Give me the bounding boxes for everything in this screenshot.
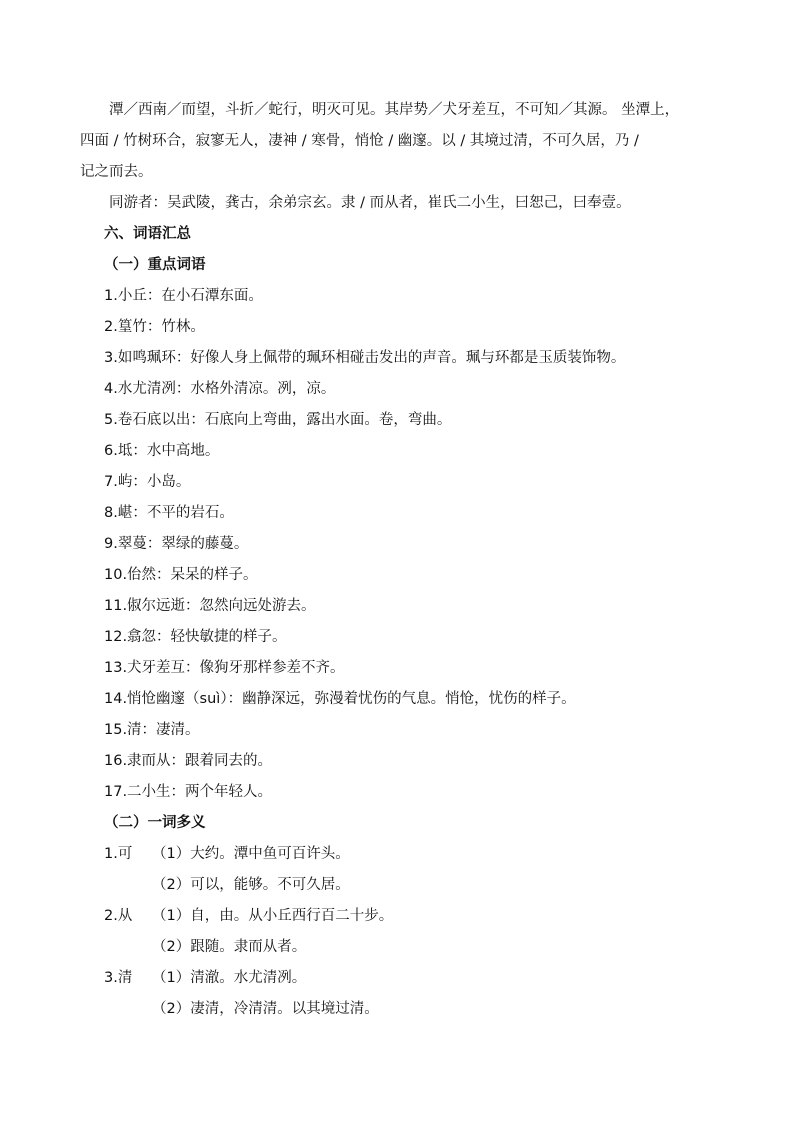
polysemy-sense: （1）大约。潭中鱼可百许头。 [152, 846, 350, 862]
list-item: 13.犬牙差互：像狗牙那样参差不齐。 [104, 660, 345, 676]
list-item: 9.翠蔓：翠绿的藤蔓。 [104, 536, 249, 552]
polysemy-sense: （2）凄清，冷清清。以其境过清。 [152, 1001, 379, 1017]
list-item: 6.坻：水中高地。 [104, 443, 220, 459]
polysemy-word: 3.清 [104, 970, 133, 986]
polysemy-word: 1.可 [104, 846, 133, 862]
polysemy-sense: （2）跟随。隶而从者。 [152, 939, 307, 955]
list-item: 2.篁竹：竹林。 [104, 319, 205, 335]
list-item: 5.卷石底以出：石底向上弯曲，露出水面。卷，弯曲。 [104, 412, 452, 428]
subsection-heading: （一）重点词语 [104, 257, 206, 273]
polysemy-row [104, 839, 720, 870]
list-item: 4.水尤清冽：水格外清凉。冽，凉。 [104, 381, 336, 397]
list-item: 11.俶尔远逝：忽然向远处游去。 [104, 598, 316, 614]
passage-line: 潭／西南／而望，斗折／蛇行，明灭可见。其岸势／犬牙差互，不可知／其源。 坐潭上， [109, 102, 680, 118]
list-item: 15.清：凄清。 [104, 722, 200, 738]
list-item: 17.二小生：两个年轻人。 [104, 784, 273, 800]
list-item: 7.屿：小岛。 [104, 474, 191, 490]
list-item: 10.佁然：呆呆的样子。 [104, 567, 258, 583]
subsection-heading: （二）一词多义 [104, 815, 206, 831]
section-heading: 六、词语汇总 [104, 226, 191, 242]
list-item: 8.嵁：不平的岩石。 [104, 505, 234, 521]
polysemy-row [104, 932, 720, 963]
polysemy-sense: （2）可以，能够。不可久居。 [152, 877, 350, 893]
passage-line: 四面 / 竹树环合，寂寥无人，凄神 / 寒骨，悄怆 / 幽邃。以 / 其境过清，不可久居，乃 / [80, 133, 639, 149]
list-item: 1.小丘：在小石潭东面。 [104, 288, 263, 304]
passage-line: 记之而去。 [80, 164, 153, 180]
polysemy-row [104, 901, 720, 932]
polysemy-row [104, 994, 720, 1025]
document-content [80, 95, 720, 1025]
list-item: 3.如鸣珮环：好像人身上佩带的珮环相碰击发出的声音。珮与环都是玉质装饰物。 [104, 350, 626, 366]
list-item: 16.隶而从：跟着同去的。 [104, 753, 273, 769]
polysemy-sense: （1）自，由。从小丘西行百二十步。 [152, 908, 394, 924]
polysemy-word: 2.从 [104, 908, 133, 924]
polysemy-row [104, 870, 720, 901]
passage-paragraph: 同游者：吴武陵，龚古，余弟宗玄。隶 / 而从者，崔氏二小生，曰恕己，曰奉壹。 [109, 195, 631, 211]
list-item: 12.翕忽：轻快敏捷的样子。 [104, 629, 287, 645]
list-item: 14.悄怆幽邃（suì）：幽静深远，弥漫着忧伤的气息。悄怆，忧伤的样子。 [104, 691, 576, 707]
polysemy-sense: （1）清澈。水尤清冽。 [152, 970, 307, 986]
polysemy-row [104, 963, 720, 994]
